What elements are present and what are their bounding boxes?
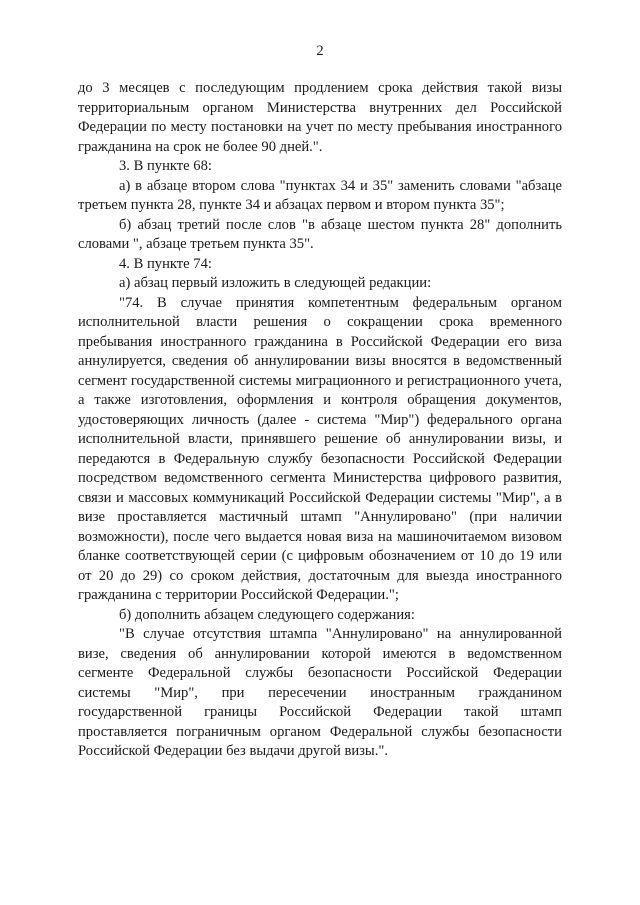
paragraph-item-4b: б) дополнить абзацем следующего содержания: — [119, 606, 415, 623]
paragraph-item-3: 3. В пункте 68: — [119, 158, 212, 174]
paragraph-continuation: до 3 месяцев с последующим продлением срока действия такой визы территориальным органом Министерства внутренних дел Российской Федерации по месту постановки на учет по месту пребывания иностранного гражданина на срок не более 90 дней.". — [78, 80, 562, 155]
page-number: 2 — [316, 43, 324, 59]
paragraph-new-abzac: "В случае отсутствия штампа "Аннулировано" на аннулированной визе, сведения об аннулировании которой имеются в ведомственном сегменте Федеральной службы безопасности Российской Федерации системы "Мир", при пересечении иностранным гражданином государственной границы Российской Федерации такой штамп проставляется пограничным органом Федеральной службы безопасности Российской Федерации без выдачи другой визы.". — [78, 626, 562, 759]
document-body — [78, 79, 562, 762]
paragraph-item-3b: б) абзац третий после слов "в абзаце шестом пункта 28" дополнить словами ", абзаце третьем пункта 35". — [78, 216, 562, 252]
paragraph-item-3a: а) в абзаце втором слова "пунктах 34 и 35" заменить словами "абзаце третьем пункта 28, пункте 34 и абзацах первом и втором пункта 35"; — [78, 177, 562, 213]
paragraph-item-4: 4. В пункте 74: — [119, 255, 212, 272]
paragraph-item-4a: а) абзац первый изложить в следующей редакции: — [119, 275, 432, 291]
paragraph-point-74: "74. В случае принятия компетентным федеральным органом исполнительной власти решения о сокращении срока временного пребывания иностранного гражданина в Российской Федерации его виза аннулируется, сведения об аннулировании визы вносятся в ведомственный сегмент государственной системы миграционного и регистрационного учета, а также изготовления, оформления и контроля обращения документов, удостоверяющих личность (далее - система "Мир") федерального органа исполнительной власти, принявшего решение об аннулировании визы, и передаются в Федеральную службу безопасности Российской Федерации посредством ведомственного сегмента Министерства цифрового развития, связи и массовых коммуникаций Российской Федерации системы "Мир", а в визе проставляется мастичный штамп "Аннулировано" (при наличии возможности), после чего выдается новая виза на машиночитаемом визовом бланке соответствующей серии (с цифровым обозначением от 10 до 19 или от 20 до 29) со сроком действия, достаточным для выезда иностранного гражданина с территории Российской Федерации."; — [78, 294, 562, 603]
